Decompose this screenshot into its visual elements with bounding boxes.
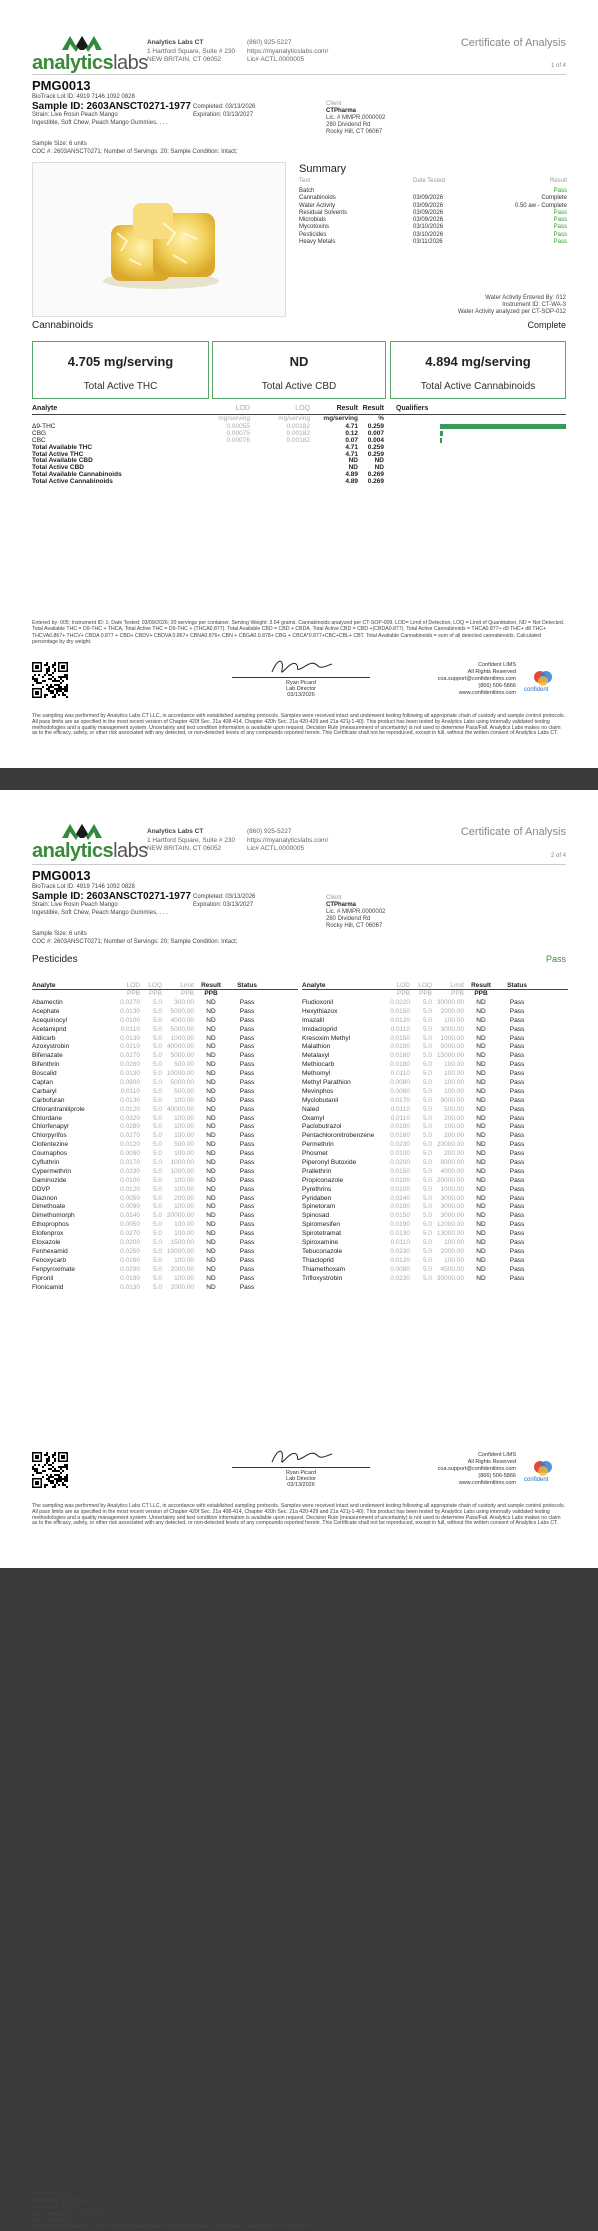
pesticide-row: Imazalil 0.0120 5.0 100.00 ND Pass [302,1016,525,1024]
confident-logo: confident [524,1458,564,1488]
sample-strain: Strain: Live Rosin Peach Mango Ingestible, Soft Chew, Peach Mango Gummies, . . . [32,902,168,916]
summary-row: Microbials 03/09/2026 Pass [299,217,567,224]
pesticide-row: Oxamyl 0.0110 5.0 200.00 ND Pass [302,1114,525,1122]
summary-row: Pesticides 03/10/2026 Pass [299,231,567,238]
coa-page-1 [0,0,598,768]
client-info: Client CTPharma Lic. # MMPR.0000002 280 Dividend Rd Rocky Hill, CT 06067 [326,101,386,135]
pesticide-row: Hexythiazox 0.0150 5.0 2000.00 ND Pass [302,1007,525,1015]
pesticide-row: Bifenthrin 0.0280 5.0 500.00 ND Pass [32,1061,255,1069]
sample-strain: Strain: Live Rosin Peach Mango Ingestible, Soft Chew, Peach Mango Gummies, . . . [32,112,168,126]
pesticide-row: Acequinocyl 0.0100 5.0 4000.00 ND Pass [32,1016,255,1024]
cannabinoid-row: Total Available CBD ND ND [32,457,384,465]
pesticide-row: Pyrethrins 0.0100 5.0 1000.00 ND Pass [302,1185,525,1193]
pesticide-row: Spinetoram 0.0190 5.0 3000.00 ND Pass [302,1203,525,1211]
sample-id: Sample ID: 2603ANSCT0271-1977 [32,891,191,902]
pesticide-table-left [32,982,298,1292]
qr-code[interactable] [32,662,68,698]
pesticide-row: Naled 0.0110 5.0 500.00 ND Pass [302,1105,525,1113]
summary-row: Cannabinoids 03/09/2026 Complete [299,195,567,202]
summary-row: Residual Solvents 03/09/2026 Pass [299,209,567,216]
pesticide-row: Fipronil 0.0190 5.0 100.00 ND Pass [32,1274,255,1282]
pesticide-row: Pyridaben 0.0240 5.0 3000.00 ND Pass [302,1194,525,1202]
pesticide-row: Myclobutanil 0.0170 5.0 9000.00 ND Pass [302,1096,525,1104]
qualifier-bar [440,438,442,443]
cannabinoids-status: Complete [527,320,566,330]
total-active-cbd-box: ND Total Active CBD [212,341,386,399]
pesticide-row: Chlorpyrifos 0.0270 5.0 100.00 ND Pass [32,1132,255,1140]
summary-row: Mycotoxins 03/10/2026 Pass [299,224,567,231]
pesticide-row: Diazinon 0.0050 5.0 200.00 ND Pass [32,1194,255,1202]
product-id: PMG0013 [32,78,91,93]
lab-contact: (860) 925-5227 https://myanalyticslabs.com/ Lic# ACTL.0000005 [247,39,329,63]
pesticide-row: Flonicamid 0.0130 5.0 2000.00 ND Pass [32,1283,255,1291]
cannabinoid-row: Δ9-THC 0.00055 0.00182 4.71 0.259 [32,423,566,430]
pesticide-row: Acetamiprid 0.0110 5.0 5000.00 ND Pass [32,1025,255,1033]
pesticide-row: Fenhexamid 0.0250 5.0 10000.00 ND Pass [32,1247,255,1255]
lims-info: Confident LIMS All Rights Reserved coa.support@confidentlims.com (866) 506-5866 www.confidentlims.com [437,662,516,696]
pesticide-row: Trifloxystrobin 0.0230 5.0 30000.00 ND Pass [302,1274,525,1282]
pesticide-row: Phosmet 0.0100 5.0 200.00 ND Pass [302,1150,525,1158]
pesticide-row: Tebuconazole 0.0230 5.0 2000.00 ND Pass [302,1247,525,1255]
qr-code[interactable] [32,1452,68,1488]
pesticide-row: Azoxystrobin 0.0210 5.0 40000.00 ND Pass [32,1043,255,1051]
summary-header: Test Date Tested Result [299,178,567,184]
cannabinoid-row: Total Available THC 4.71 0.259 [32,443,384,451]
pesticide-row: Acephate 0.0130 5.0 5000.00 ND Pass [32,1007,255,1015]
pesticide-row: Fludioxonil 0.0220 5.0 30000.00 ND Pass [302,999,525,1006]
pesticide-table-header: Analyte LOD LOQ Limit Result Status [32,982,298,990]
cannabinoid-table-header: Analyte LOD LOQ Result Result Qualifiers [32,405,566,415]
cannabinoid-row: Total Active THC 4.71 0.259 [32,450,384,458]
product-id: PMG0013 [32,868,91,883]
gummy-image [33,163,287,318]
water-activity-info: Water Activity Entered By: 012 Instrument ID: CT-WA-3 Water Activity analyzed per CT-SOP-012 [457,295,566,315]
sample-dates: Completed: 03/13/2026 Expiration: 03/13/2027 [193,104,256,118]
pesticide-row: Etofenprox 0.0270 5.0 100.00 ND Pass [32,1230,255,1238]
sample-size: Sample Size: 6 units COC #: 2603ANSCT0271; Number of Servings: 20; Sample Condition: Intact; [32,931,238,945]
signature-icon [232,1446,370,1468]
pesticide-row: Pentachloronitrobenzene 0.0160 5.0 200.00 ND Pass [302,1132,525,1140]
logo-mark-icon [62,32,110,52]
total-active-cannabinoids-box: 4.894 mg/serving Total Active Cannabinoids [390,341,566,399]
cannabinoid-row: CBG 0.00075 0.00182 0.12 0.007 [32,430,566,437]
cannabinoid-table [32,405,566,485]
pesticide-row: Fenpyroximate 0.0290 5.0 2000.00 ND Pass [32,1265,255,1273]
pesticide-row: Chlorfenapyr 0.0280 5.0 100.00 ND Pass [32,1123,255,1131]
pesticide-row: Spiromesifen 0.0190 5.0 12000.00 ND Pass [302,1221,525,1229]
disclaimer: The sampling was performed by Analytics Labs CT LLC, in accordance with established sampling protocols. Samples were received intact and underwent testing following all appropriate chain of custody and sample control protocols. All pass limits are as specified in the most recent version of Chapter 420f Sec. 21a 408-414, Chapter 420h Sec. 21a 420-429 and 21a 421j-1-40). This product has been tested by Analytics Labs using internally validated testing methodologies and a quality management system. Uncertainty and test condition information is available upon request. Decision Rule (measurement of uncertainty) is not used to determine Pass/Fail. Analytics Labs makes no claim as to the efficacy, safety, or other risk associated with any detected, or non-detected levels of any compounds reported herein. This Certificate shall not be reproduced, except in full, without the written consent of Analytics Labs CT. [32,1503,566,1527]
sample-id: Sample ID: 2603ANSCT0271-1977 [32,101,191,112]
biotrack-id: BioTrack Lot ID: 4919 7146 1092 0828 [32,884,135,890]
pesticide-table-right [302,982,568,1284]
pesticide-row: Paclobutrazol 0.0190 5.0 100.00 ND Pass [302,1123,525,1131]
pesticide-row: Permethrin 0.0230 5.0 20000.00 ND Pass [302,1141,525,1149]
pesticide-row: Bifenazate 0.0270 5.0 5000.00 ND Pass [32,1052,255,1060]
pesticide-row: Carbofuran 0.0130 5.0 100.00 ND Pass [32,1096,255,1104]
pesticide-row: Dimethoate 0.0090 5.0 100.00 ND Pass [32,1203,255,1211]
pesticide-row: Thiacloprid 0.0120 5.0 100.00 ND Pass [302,1256,525,1264]
divider [32,74,566,75]
summary-row: Batch Pass [299,188,567,194]
pesticide-row: Cypermethrin 0.0230 5.0 1000.00 ND Pass [32,1167,255,1175]
pesticide-row: Clofentezine 0.0120 5.0 500.00 ND Pass [32,1141,255,1149]
page-number: 2 of 4 [550,853,566,859]
pesticides-status: Pass [545,954,566,964]
summary-panel [299,163,567,246]
qualifier-bar [440,424,566,429]
doc-title: Certificate of Analysis [460,826,566,838]
total-active-thc-box: 4.705 mg/serving Total Active THC [32,341,209,399]
pesticide-row: Fenoxycarb 0.0160 5.0 100.00 ND Pass [32,1256,255,1264]
client-info: Client CTPharma Lic. # MMPR.0000002 280 Dividend Rd Rocky Hill, CT 06067 [326,895,386,929]
pesticide-row: Cyfluthrin 0.0170 5.0 1000.00 ND Pass [32,1159,255,1167]
pesticide-row: Etoxazole 0.0200 5.0 1500.00 ND Pass [32,1239,255,1247]
logo-mark-icon [62,820,110,840]
summary-title: Summary [299,163,347,175]
pesticide-row: Methomyl 0.0110 5.0 100.00 ND Pass [302,1070,525,1078]
pesticide-table-units: PPB PPB PPB PPB [396,990,488,997]
pesticide-row: Kresoxim Methyl 0.0150 5.0 1000.00 ND Pass [302,1034,525,1042]
lab-contact: (860) 925-5227 https://myanalyticslabs.com/ Lic# ACTL.0000005 [247,828,329,852]
pesticide-row: Coumaphos 0.0090 5.0 100.00 ND Pass [32,1150,255,1158]
pesticide-table-header: Analyte LOD LOQ Limit Result Status [302,982,568,990]
lims-info: Confident LIMS All Rights Reserved coa.support@confidentlims.com (866) 506-5866 www.confidentlims.com [437,1452,516,1486]
pesticide-row: Captan 0.0900 5.0 5000.00 ND Pass [32,1079,255,1087]
pesticide-row: Metalaxyl 0.0160 5.0 15000.00 ND Pass [302,1052,525,1060]
cannabinoid-row: Total Active CBD ND ND [32,464,384,472]
pesticide-row: Imidacloprid 0.0110 5.0 3000.00 ND Pass [302,1025,525,1033]
summary-row: Water Activity 03/09/2026 0.50 aw - Complete [299,202,567,209]
pesticide-row: Daminozide 0.0100 5.0 100.00 ND Pass [32,1176,255,1184]
pesticide-row: Chlordane 0.0320 5.0 100.00 ND Pass [32,1114,255,1122]
doc-title: Certificate of Analysis [460,37,566,49]
pesticide-row: Propiconazole 0.0100 5.0 20000.00 ND Pass [302,1176,525,1184]
cannabinoid-row: CBC 0.00076 0.00182 0.07 0.004 [32,437,566,444]
pesticide-row: Piperonyl Butoxide 0.0200 5.0 8000.00 ND Pass [302,1159,525,1167]
pesticide-row: Methiocarb 0.0180 5.0 100.00 ND Pass [302,1061,525,1069]
biotrack-id: BioTrack Lot ID: 4919 7146 1092 0828 [32,94,135,100]
pesticide-row: Spiroxamine 0.0110 5.0 100.00 ND Pass [302,1239,525,1247]
cannabinoids-title: Cannabinoids [32,320,94,331]
pesticide-row: Dimethomorph 0.0140 5.0 20000.00 ND Pass [32,1212,255,1220]
pesticide-row: Mevinphos 0.0080 5.0 100.00 ND Pass [302,1087,525,1095]
pesticide-row: Carbaryl 0.0110 5.0 500.00 ND Pass [32,1087,255,1095]
analytics-labs-logo [32,820,148,862]
lab-address: Analytics Labs CT 1 Hartford Square, Suite # 230 NEW BRITAIN, CT 06052 [147,828,236,852]
pesticide-row: Boscalid 0.0130 5.0 10000.00 ND Pass [32,1070,255,1078]
confident-logo-icon [532,1458,556,1478]
qualifier-bar [440,431,443,436]
pesticide-table-units: PPB PPB PPB PPB [126,990,218,997]
page-number: 1 of 4 [550,63,566,69]
lab-address: Analytics Labs CT 1 Hartford Square, Suite # 230 NEW BRITAIN, CT 06052 [147,39,236,63]
pesticide-row: Ethoprophos 0.0050 5.0 100.00 ND Pass [32,1221,255,1229]
cannabinoid-table-units: mg/serving mg/serving mg/serving % [218,415,384,422]
disclaimer: The sampling was performed by Analytics Labs CT LLC, in accordance with established sampling protocols. Samples were received intact and underwent testing following all appropriate chain of custody and sample control protocols. All pass limits are as specified in the most recent version of Chapter 420f Sec. 21a 408-414, Chapter 420h Sec. 21a 420-429 and 21a 421j-1-40). This product has been tested by Analytics Labs using internally validated testing methodologies and a quality management system. Uncertainty and test condition information is available upon request. Decision Rule (measurement of uncertainty) is not used to determine Pass/Fail. Analytics Labs makes no claim as to the efficacy, safety, or other risk associated with any detected, or non-detected levels of any compounds reported herein. This Certificate shall not be reproduced, except in full, without the written consent of Analytics Labs CT. [32,713,566,737]
pesticides-title: Pesticides [32,954,78,965]
cannabinoid-notes: Entered by: 005; Instrument ID: 1; Date Tested: 03/09/2026; 20 servings per container. Serving Weight: 3.64 grams. Cannabinoids analyzed per CT-SOP-009. LOD= Limit of Detection, LOQ = Limit of Quantitation, ND = Not Detected. Total Available THC = D9-THC + THCA, Total Active THC = D9-THC + (THCA0.877). Total Available CBD = CBD + CBDA. Total Active CBD = CBD +(CBDA0.877). Total Active Cannabinoids = THCA0.877+ d9 THC+ d8 THC+ THCVA0.867+ THCV+ CBDA 0.877 + CBD+ CBDV+ CBDVA 0.867+ CBNA0.876+ CBN + CBGA0.0.878+ CBG + CBCA*0.877+CBC+CBL+ CBT. Total Available Cannabinoids = sum of all detected cannabinoids. Calculated percentage by dry weight. [32,620,565,646]
signature-block: Ryan Picard Lab Director 03/13/2026 [232,656,370,700]
product-photo [32,162,286,317]
logo-wordmark: analyticslabs [32,52,148,74]
pesticide-row: Aldicarb 0.0130 5.0 1000.00 ND Pass [32,1034,255,1042]
pesticide-row: Malathion 0.0180 5.0 5000.00 ND Pass [302,1043,525,1051]
cannabinoid-row: Total Available Cannabinoids 4.89 0.269 [32,471,384,479]
sample-dates: Completed: 03/13/2026 Expiration: 03/13/2027 [193,894,256,908]
pesticide-row: DDVP 0.0120 5.0 100.00 ND Pass [32,1185,255,1193]
signature-icon [232,656,370,678]
analytics-labs-logo [32,32,148,74]
sample-size: Sample Size: 6 units COC #: 2603ANSCT0271; Number of Servings: 20; Sample Condition: Intact; [32,141,238,155]
pesticide-row: Spinosad 0.0150 5.0 3000.00 ND Pass [302,1212,525,1220]
summary-row: Heavy Metals 03/11/2026 Pass [299,239,567,246]
pesticide-row: Prallethrin 0.0150 5.0 4000.00 ND Pass [302,1167,525,1175]
pesticide-row: Thiamethoxam 0.0080 5.0 4500.00 ND Pass [302,1265,525,1273]
pesticide-row: Spirotetramat 0.0130 5.0 13000.00 ND Pass [302,1230,525,1238]
confident-logo: confident [524,668,564,698]
pesticide-row: Abamectin 0.0270 5.0 300.00 ND Pass [32,999,255,1006]
cannabinoid-row: Total Active Cannabinoids 4.89 0.269 [32,478,384,486]
divider [32,864,566,865]
signature-block: Ryan Picard Lab Director 03/13/2026 [232,1446,370,1490]
logo-wordmark: analyticslabs [32,840,148,862]
pesticide-row: Methyl Parathion 0.0080 5.0 100.00 ND Pass [302,1079,525,1087]
confident-logo-icon [532,668,556,688]
pesticide-row: Chlorantraniliprole 0.0120 5.0 40000.00 ND Pass [32,1105,255,1113]
pesticide-notes: Entered by: 020 Instrument ID: LCMS-1 Instrument ID: 2: 0 Date Tested (LC): 03/10/2026 Date Tested (GC): LOD= Limit of Detection, LOQ = Limit of Quantitation, ND = Not Detected. Pesticides analyzed per CT-SOP-008. [32,2191,311,2230]
